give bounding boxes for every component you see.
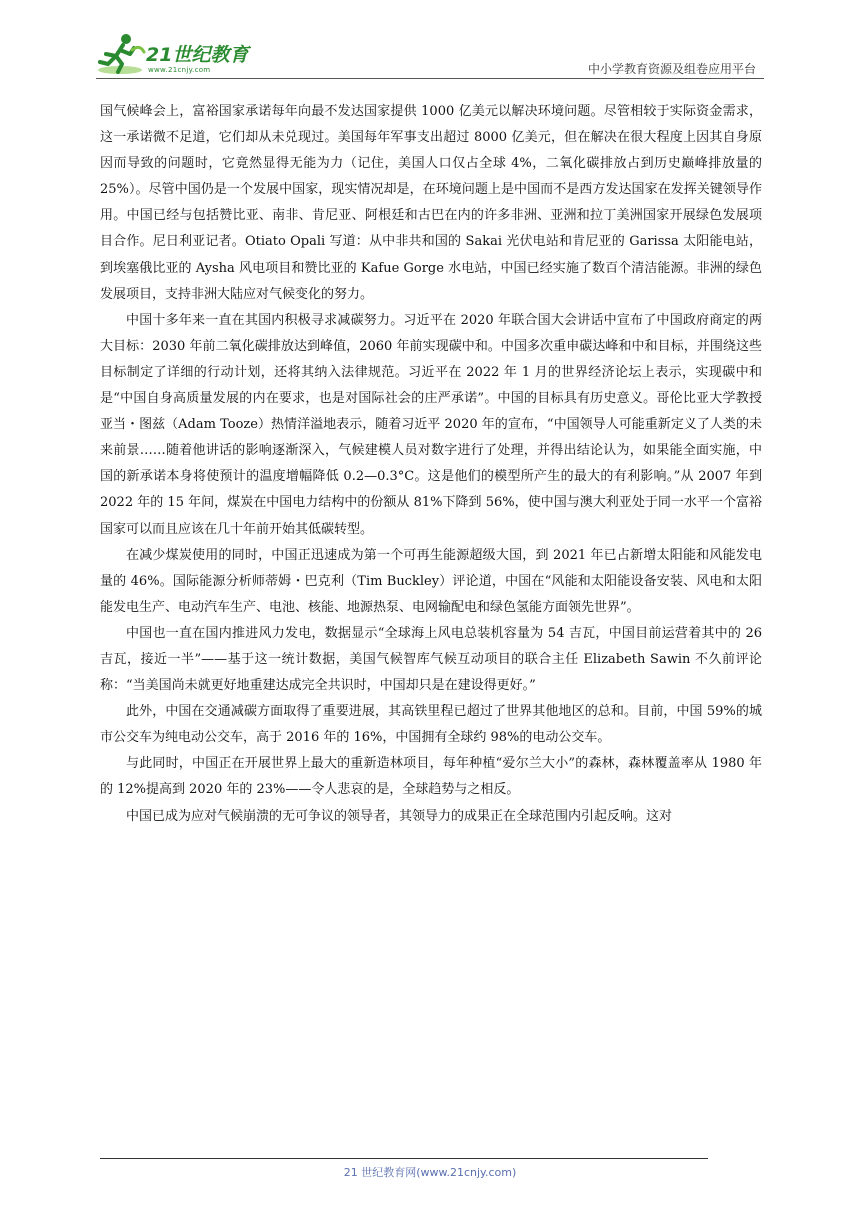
header-divider (96, 78, 764, 79)
paragraph: 中国也一直在国内推进风力发电，数据显示“全球海上风电总装机容量为 54 吉瓦，中国目前运营着其中的 26 吉瓦，接近一半”——基于这一统计数据，美国气候智库气候互动项目的联合主任 Elizabeth Sawin 不久前评论称：“当美国尚未就更好地重建达成完全共识时，中国却只是在建设得更好。” (100, 625, 762, 694)
platform-title: 中小学教育资源及组卷应用平台 (587, 62, 756, 76)
paragraph: 国气候峰会上，富裕国家承诺每年向最不发达国家提供 1000 亿美元以解决环境问题。尽管相较于实际资金需求，这一承诺微不足道，它们却从未兑现过。美国每年军事支出超过 8000 亿美元，但在解决在很大程度上因其自身原因而导致的问题时，它竟然显得无能为力（记住，美国人口仅占全球 4%，二氧化碳排放占到历史巅峰排放量的 25%）。尽管中国仍是一个发展中国家，现实情况却是，在环境问题上是中国而不是西方发达国家在发挥关键领导作用。中国已经与包括赞比亚、南非、肯尼亚、阿根廷和古巴在内的许多非洲、亚洲和拉丁美洲国家开展绿色发展项目合作。尼日利亚记者。Otiato Opali 写道：从中非共和国的 Sakai 光伏电站和肯尼亚的 Garissa 太阳能电站，到埃塞俄比亚的 Aysha 风电项目和赞比亚的 Kafue Gorge 水电站，中国已经实施了数百个清洁能源。非洲的绿色发展项目，支持非洲大陆应对气候变化的努力。 (100, 104, 762, 302)
page-header (96, 32, 764, 78)
paragraph: 此外，中国在交通减碳方面取得了重要进展，其高铁里程已超过了世界其他地区的总和。目前，中国 59%的城市公交车为纯电动公交车，高于 2016 年的 16%，中国拥有全球约 98%的电动公交车。 (100, 704, 762, 746)
footer-divider (100, 1158, 708, 1159)
site-logo[interactable] (96, 32, 266, 78)
page-footer[interactable]: 21 世纪教育网(www.21cnjy.com) (343, 1166, 517, 1179)
paragraph: 在减少煤炭使用的同时，中国正迅速成为第一个可再生能源超级大国，到 2021 年已占新增太阳能和风能发电量的 46%。国际能源分析师蒂姆・巴克利（Tim Buckley）评论道，中国在“风能和太阳能设备安装、风电和太阳能发电生产、电动汽车生产、电池、核能、地源热泵、电网输配电和绿色氢能方面领先世界”。 (100, 547, 762, 615)
paragraph: 中国已成为应对气候崩溃的无可争议的领导者，其领导力的成果正在全球范围内引起反响。这对 (126, 808, 673, 824)
runner-logo-icon (96, 32, 148, 78)
logo-url: www.21cnjy.com (148, 66, 211, 74)
paragraph: 中国十多年来一直在其国内积极寻求减碳努力。习近平在 2020 年联合国大会讲话中宣布了中国政府商定的两大目标：2030 年前二氧化碳排放达到峰值，2060 年前实现碳中和。中国多次重申碳达峰和中和目标，并围绕这些目标制定了详细的行动计划，还将其纳入法律规范。习近平在 2022 年 1 月的世界经济论坛上表示，实现碳中和是“中国自身高质量发展的内在要求，也是对国际社会的庄严承诺”。中国的目标具有历史意义。哥伦比亚大学教授亚当・图兹（Adam Tooze）热情洋溢地表示，随着习近平 2020 年的宣布，“中国领导人可能重新定义了人类的未来前景……随着他讲话的影响逐渐深入，气候建模人员对数字进行了处理，并得出结论认为，如果能全面实施，中国的新承诺本身将使预计的温度增幅降低 0.2—0.3°C。这是他们的模型所产生的最大的有利影响。”从 2007 年到 2022 年的 15 年间，煤炭在中国电力结构中的份额从 81%下降到 56%，使中国与澳大利亚处于同一水平一个富裕国家可以而且应该在几十年前开始其低碳转型。 (100, 312, 762, 537)
logo-text: 21世纪教育 (146, 44, 249, 66)
paragraph: 与此同时，中国正在开展世界上最大的重新造林项目，每年种植“爱尔兰大小”的森林，森林覆盖率从 1980 年的 12%提高到 2020 年的 23%——令人悲哀的是，全球趋势与之相反。 (100, 756, 762, 798)
article-body (100, 99, 762, 830)
